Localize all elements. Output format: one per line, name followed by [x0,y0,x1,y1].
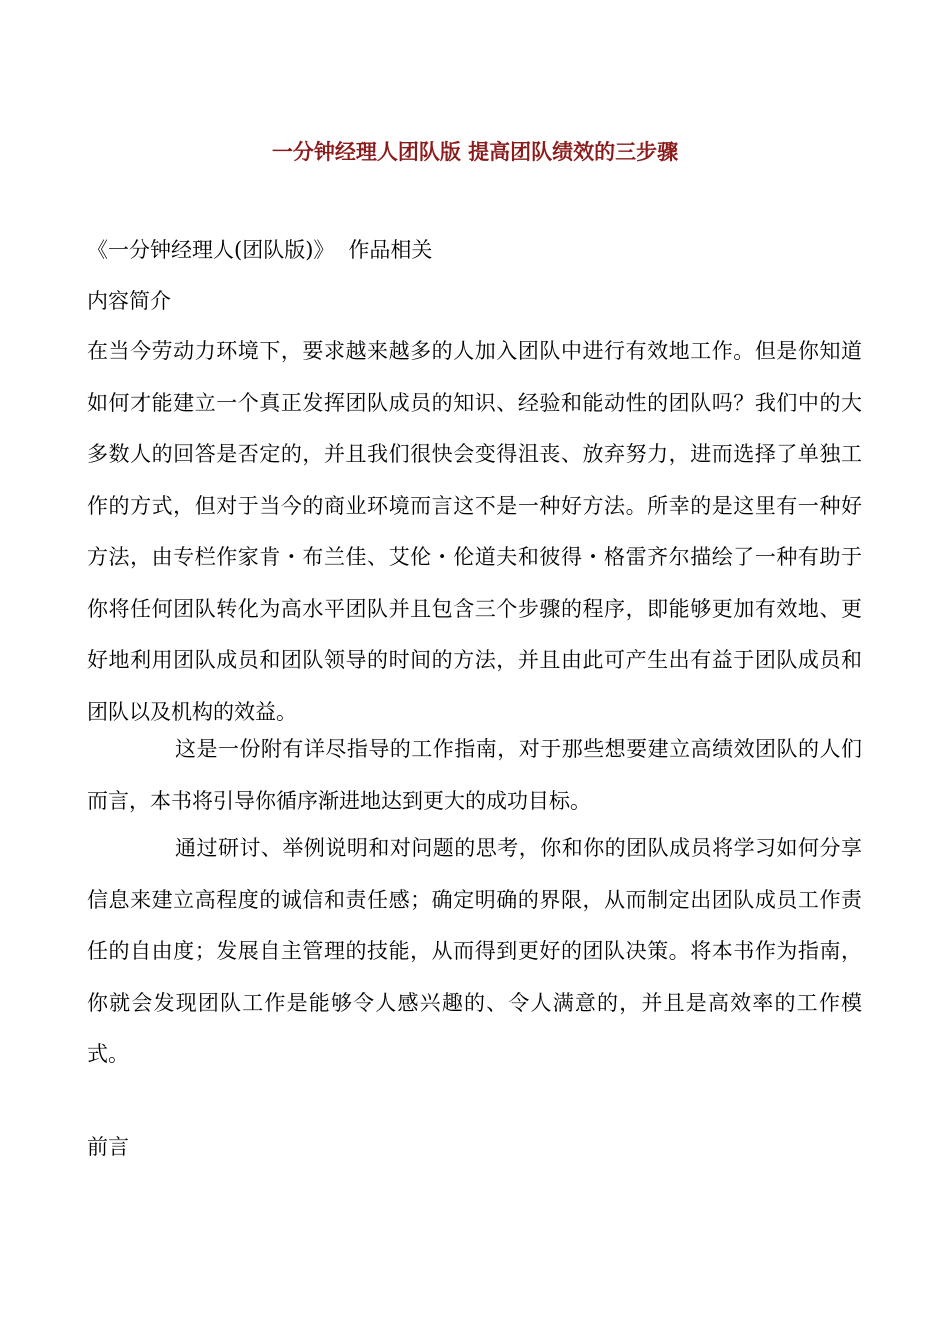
intro-paragraph-2: 这是一份附有详尽指导的工作指南，对于那些想要建立高绩效团队的人们而言，本书将引导你循序渐进地达到更大的成功目标。 [87,737,862,813]
intro-heading: 内容简介 [87,289,171,313]
book-name: 《一分钟经理人(团队版)》 [87,238,335,262]
intro-paragraph-3: 通过研讨、举例说明和对问题的思考，你和你的团队成员将学习如何分享信息来建立高程度的诚信和责任感；确定明确的界限，从而制定出团队成员工作责任的自由度；发展自主管理的技能，从而得到更好的团队决策。将本书作为指南，你就会发现团队工作是能够令人感兴趣的、令人满意的，并且是高效率的工作模式。 [87,836,862,1066]
book-tag: 作品相关 [348,238,433,262]
preface-heading: 前言 [87,1135,129,1159]
book-info-line [87,233,432,267]
document-title: 一分钟经理人团队版 提高团队绩效的三步骤 [271,139,679,164]
intro-paragraph-1: 在当今劳动力环境下，要求越来越多的人加入团队中进行有效地工作。但是你知道如何才能建立一个真正发挥团队成员的知识、经验和能动性的团队吗？我们中的大多数人的回答是否定的，并且我们很快会变得沮丧、放弃努力，进而选择了单独工作的方式，但对于当今的商业环境而言这不是一种好方法。所幸的是这里有一种好方法，由专栏作家肯・布兰佳、艾伦・伦道夫和彼得・格雷齐尔描绘了一种有助于你将任何团队转化为高水平团队并且包含三个步骤的程序，即能够更加有效地、更好地利用团队成员和团队领导的时间的方法，并且由此可产生出有益于团队成员和团队以及机构的效益。 [87,339,862,724]
